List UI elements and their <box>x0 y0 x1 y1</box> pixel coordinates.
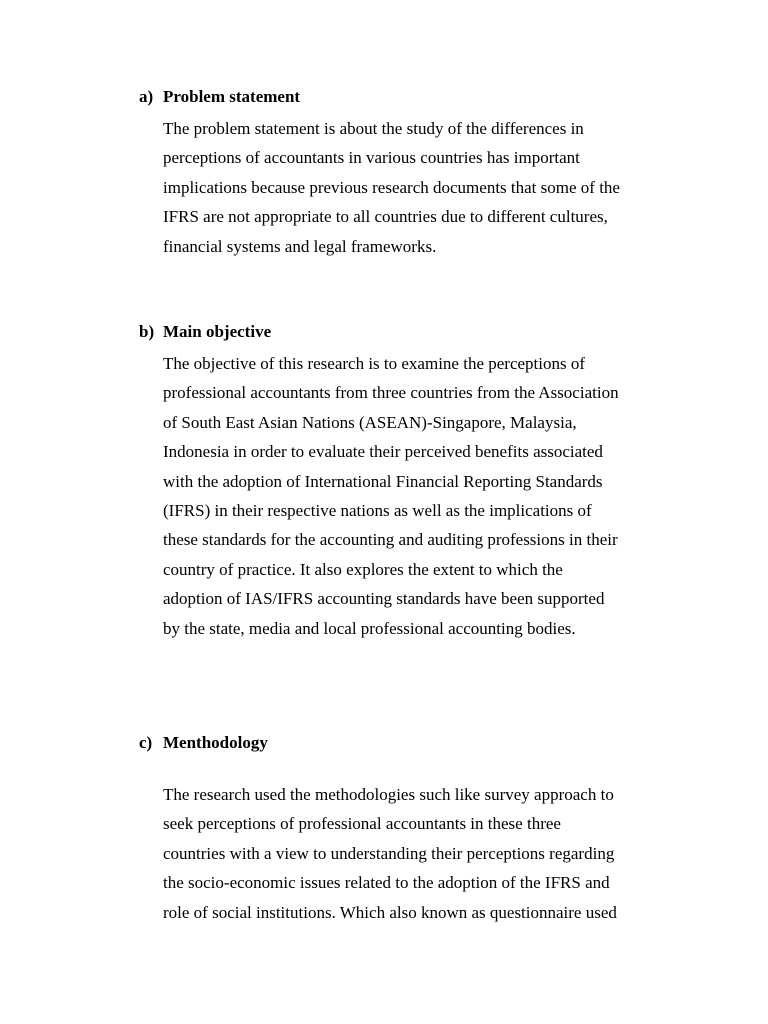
section-title: Main objective <box>163 322 272 341</box>
section-methodology <box>139 733 659 927</box>
section-heading <box>139 322 659 342</box>
text-line: countries with a view to understanding their perceptions regarding <box>163 843 615 863</box>
text-line: The objective of this research is to examine the perceptions of <box>163 354 586 373</box>
text-line: (IFRS) in their respective nations as well as the implications of <box>163 501 592 521</box>
section-label: c) <box>139 733 153 752</box>
text-line: the socio-economic issues related to the adoption of the IFRS and <box>163 873 610 893</box>
text-line: The problem statement is about the study of the differences in <box>163 119 584 138</box>
text-line: seek perceptions of professional accountants in these three <box>163 814 561 834</box>
section-title: Menthodology <box>163 733 268 752</box>
text-line: IFRS are not appropriate to all countries due to different cultures, <box>163 207 608 227</box>
section-label: a) <box>139 87 154 106</box>
text-line: adoption of IAS/IFRS accounting standards have been supported <box>163 589 605 609</box>
text-line: professional accountants from three countries from the Association <box>163 383 619 403</box>
text-line: The research used the methodologies such like survey approach to <box>163 785 614 804</box>
text-line: financial systems and legal frameworks. <box>163 236 437 256</box>
section-problem-statement <box>139 87 659 261</box>
text-line: by the state, media and local professional accounting bodies. <box>163 618 576 638</box>
section-heading <box>139 87 659 107</box>
section-body <box>163 114 659 261</box>
text-line: role of social institutions. Which also known as questionnaire used <box>163 902 617 922</box>
text-line: of South East Asian Nations (ASEAN)-Singapore, Malaysia, <box>163 412 577 432</box>
section-body <box>163 349 659 643</box>
section-body <box>163 780 659 927</box>
section-heading <box>139 733 659 753</box>
text-line: these standards for the accounting and auditing professions in their <box>163 530 618 550</box>
text-line: perceptions of accountants in various countries has important <box>163 148 580 168</box>
text-line: implications because previous research documents that some of the <box>163 177 620 197</box>
section-title: Problem statement <box>163 87 301 106</box>
section-main-objective <box>139 322 659 643</box>
text-line: country of practice. It also explores the extent to which the <box>163 559 563 579</box>
section-label: b) <box>139 322 155 341</box>
text-line: with the adoption of International Financial Reporting Standards <box>163 471 603 491</box>
text-line: Indonesia in order to evaluate their perceived benefits associated <box>163 442 603 462</box>
